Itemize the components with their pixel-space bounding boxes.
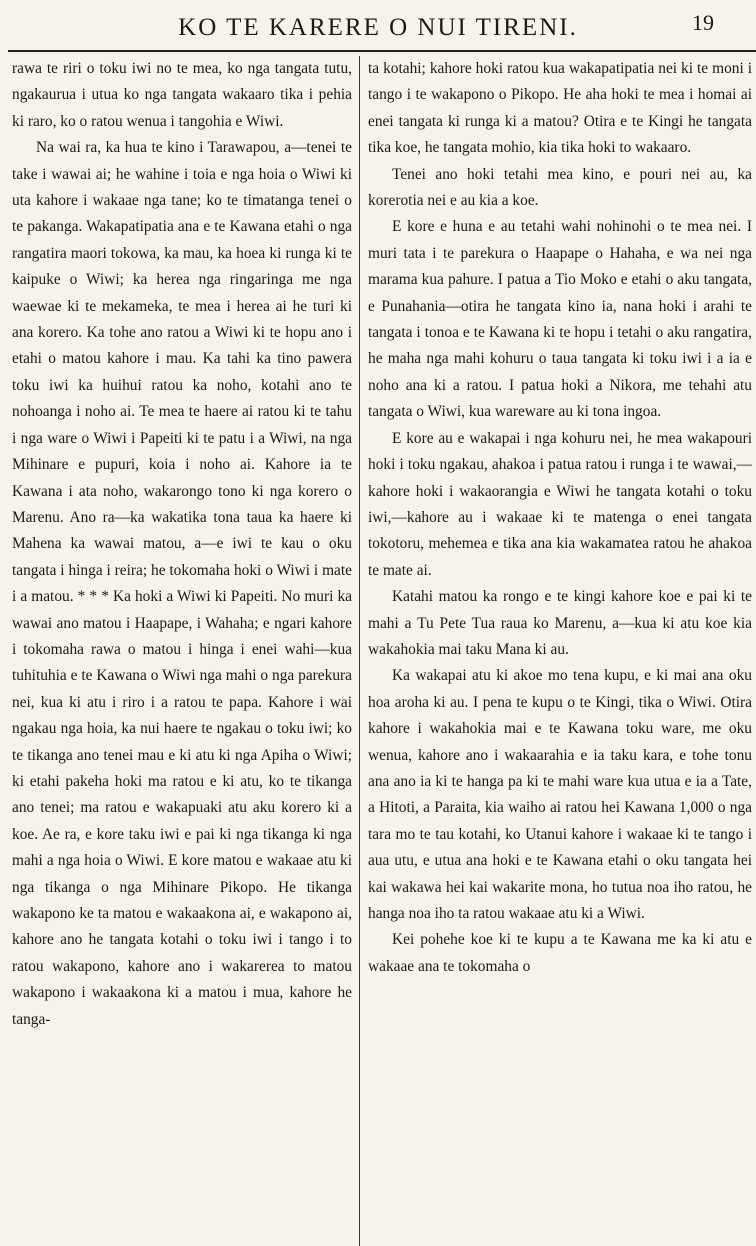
right-column (368, 56, 752, 1246)
right-paragraph-7: Kei pohehe koe ki te kupu a te Kawana me ka ki atu e wakaae ana te tokomaha o (368, 931, 752, 975)
page-title: KO TE KARERE O NUI TIRENI. (178, 14, 578, 41)
right-paragraph-5: Katahi matou ka rongo e te kingi kahore koe e pai ki te mahi a Tu Pete Tua raua ko Marenu, a—kua ki atu koe kia wakahokia mai taku Mana ki au. (368, 588, 752, 658)
left-paragraph-1: rawa te riri o toku iwi no te mea, ko nga tangata tutu, ngakaurua i utua ko nga tangata wakaaro tika i pehia ki raro, ko o ratou wenua i tangohia e Wiwi. (12, 60, 352, 130)
right-paragraph-6: Ka wakapai atu ki akoe mo tena kupu, e ki mai ana oku hoa aroha ki au. I pena te kupu o te Kingi, tika o Wiwi. Otira kahore i wakahokia mai e te Kawana toku ware, me oku wenua, kahore ano i wakaarahia e ia taku kara, e tohe tonu ana ano ia ki te hanga pa ki te mahi ware kua utua e ia a Tate, a Hitoti, a Paraita, kia waiho ai ratou hei Kawana 1,000 o nga tara mo te tau kotahi, ko Utanui kahore i wakaae ki te tango i aua utu, e utua ana hoki e te Kawana etahi o oku tangata hei kai wakawa hei kai wakarite mona, ho tutua noa iho ratou, he hanga noa iho ta ratou wakaae atu ki a Wiwi. (368, 667, 752, 922)
left-paragraph-2: Na wai ra, ka hua te kino i Tarawapou, a—tenei te take i wawai ai; he wahine i toia e nga hoia o Wiwi ki uta kahore i wakaae nga tane; ko te timatanga tenei o te pakanga. Wakapatipatia ana e te Kawana etahi o nga rangatira maori tokowa, ka mau, ka hoea ki runga ki te kaipuke o Wiwi; ka herea nga ringaringa me nga waewae ki te mekameka, te mea i herea ai he turi ki ana korero. Ka tohe ano ratou a Wiwi ki te hopu ano i etahi o matou kahore i mau. Ka tahi ka tino pawera toku iwi ka huihui ratou ka noho, kotahi ano te nohoanga i noho ai. Te mea te haere ai ratou ki te tahu i nga ware o Wiwi i Papeiti ki te patu i a Wiwi, na nga Mihinare e pupuri, koia i noho ai. Kahore ia te Kawana i ata noho, wakarongo tono ki nga korero o Marenu. Ano ra—ka wakatika tona taua ka haere ki Mahena ka wawai matou, a—e iwi te kau o oku tangata i hinga i reira; he tokomaha hoki o Wiwi i mate i a matou. * * * Ka hoki a Wiwi ki Papeiti. No muri ka wawai ano matou i Haapape, i Wahaha; e ngari kahore i tokomaha rawa o matou i hinga i enei wahi—kua tuhituhia e te Kawana o Wiwi nga mahi o nga parekura nei, kua ki atu i riro i a ratou te papa. Kahore i wai ngakau nga hoia, ka nui haere te ngakau o toku iwi; ko te tikanga ano tenei mau e ki atu ki nga Apiha o Wiwi; ki etahi pakeha hoki ma ratou e ki atu, ko te tikanga ano tenei; ma ratou e wakapuaki atu aku korero ki a koe. Ae ra, e kore taku iwi e pai ki nga tikanga ki nga mahi a nga hoia o Wiwi. E kore matou e wakaae atu ki nga tikanga o nga Mihinare Pikopo. He tikanga wakapono ke ta matou e wakaakona ai, e wakapono ai, kahore ano he tangata kotahi o toku iwi i tango i to ratou wakapono, kahore ano i wakarerea to matou wakapono i wakaakona ki a matou i mua, kahore he tanga- (12, 139, 352, 1028)
left-column (12, 56, 352, 1246)
right-paragraph-1: ta kotahi; kahore hoki ratou kua wakapatipatia nei ki te moni i tango i te wakapono o Pikopo. He aha hoki te mea i homai ai enei tangata ki runga ki a matou? Otira e te Kingi he tangata tika koe, he tangata mohio, kia tika hoki to wakaaro. (368, 60, 752, 157)
page-number: 19 (692, 10, 714, 35)
header-rule (8, 50, 756, 52)
column-divider (359, 56, 360, 1246)
right-paragraph-3: E kore e huna e au tetahi wahi nohinohi o te mea nei. I muri tata i te parekura o Haapape o Hahaha, e wa nei nga marama kua pahure. I patua a Tio Moko e etahi o aku tangata, e Punahania—otira he tangata kino ia, nana hoki i arahi te tangata i tonoa e te Kawana ki te hopu i tetahi o aku rangatira, he maha nga mahi kohuru o taua tangata ki toku iwi i a ia e noho ana ki a ratou. I patua hoki a Nikora, me tehahi atu tangata o Wiwi, kua wareware au ki tona ingoa. (368, 218, 752, 421)
page-header (8, 0, 748, 50)
right-paragraph-2: Tenei ano hoki tetahi mea kino, e pouri nei au, ka korerotia nei e au kia a koe. (368, 165, 752, 210)
right-paragraph-4: E kore au e wakapai i nga kohuru nei, he mea wakapouri hoki i toku ngakau, ahakoa i patua ratou i runga i te wawai,—kahore hoki i wakaorangia e Wiwi he tangata kotahi o toku iwi,—kahore au i wakaae ki te matenga o enei tangata tokotoru, mehemea e tika ana kia wakamatea ratou he ahakoa te mate ai. (368, 429, 752, 579)
